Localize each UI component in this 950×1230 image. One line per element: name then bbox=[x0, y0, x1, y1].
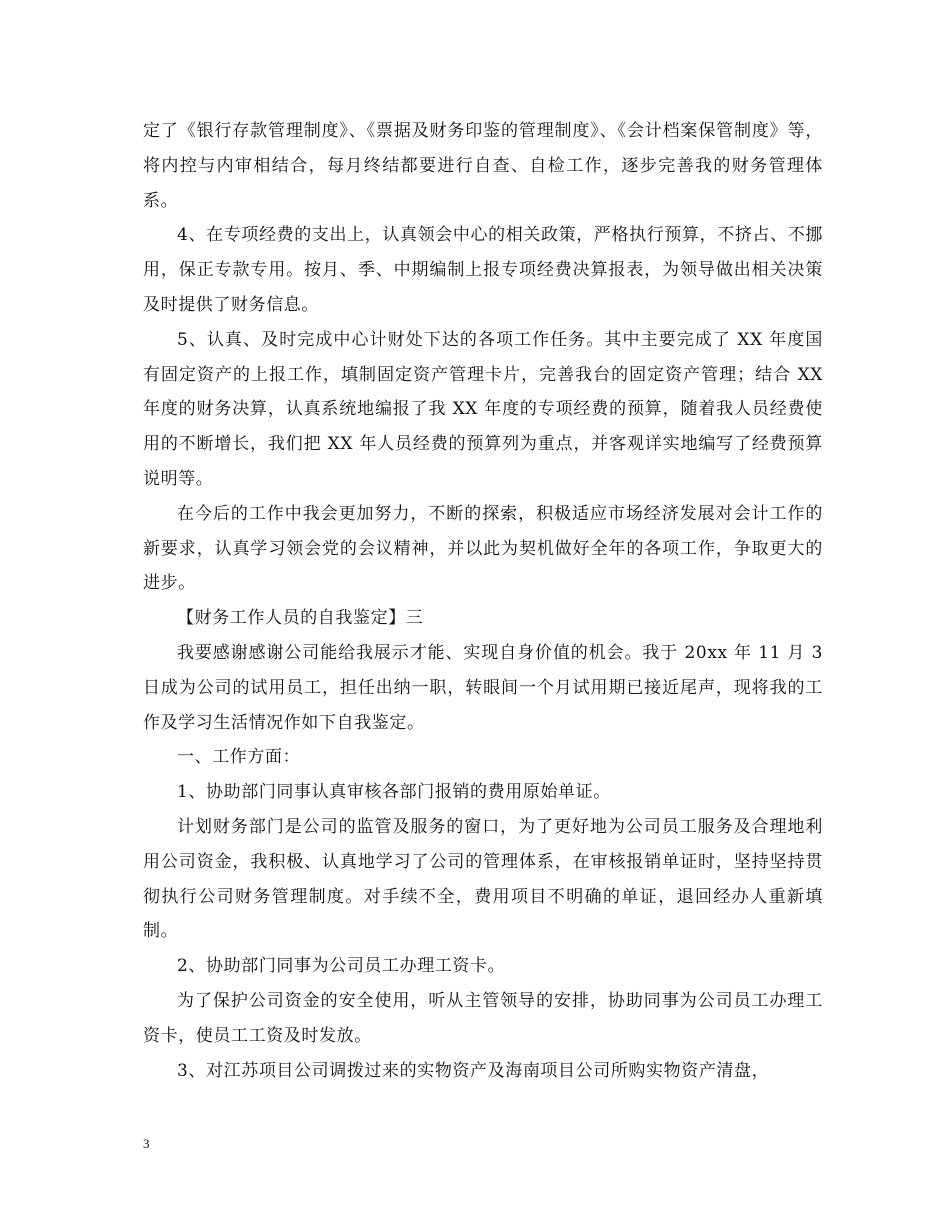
subheading-work: 一、工作方面： bbox=[177, 747, 301, 768]
item-2: 2、协助部门同事为公司员工办理工资卡。 bbox=[177, 956, 506, 977]
paragraph-11: 为了保护公司资金的安全使用，听从主管领导的安排，协助同事为公司员工办理工资卡，使员工工资及时发放。 bbox=[143, 990, 823, 1046]
item-1: 1、协助部门同事认真审核各部门报销的费用原始单证。 bbox=[177, 782, 611, 803]
paragraph-3: 5、认真、及时完成中心计财处下达的各项工作任务。其中主要完成了 XX 年度国有固定资产的上报工作，填制固定资产管理卡片，完善我台的固定资产管理；结合 XX 年度的财务决算，认真系统地编报了我 XX 年度的专项经费的预算，随着我人员经费使用的不断增长，我们把 XX 年人员经费的预算列为重点，并客观详实地编写了经费预算说明等。 bbox=[143, 329, 823, 489]
paragraph-2: 4、在专项经费的支出上，认真领会中心的相关政策，严格执行预算，不挤占、不挪用，保正专款专用。按月、季、中期编制上报专项经费决算报表，为领导做出相关决策及时提供了财务信息。 bbox=[143, 225, 823, 315]
paragraph-9: 计划财务部门是公司的监管及服务的窗口，为了更好地为公司员工服务及合理地利用公司资金，我积极、认真地学习了公司的管理体系，在审核报销单证时，坚持坚持贯彻执行公司财务管理制度。对手续不全，费用项目不明确的单证，退回经办人重新填制。 bbox=[143, 816, 823, 942]
paragraph-6: 我要感谢感谢公司能给我展示才能、实现自身价值的机会。我于 20xx 年 11 月 3 日成为公司的试用员工，担任出纳一职，转眼间一个月试用期已接近尾声，现将我的工作及学习生活情况作如下自我鉴定。 bbox=[143, 642, 823, 733]
page-number: 3 bbox=[143, 1136, 150, 1151]
section-heading: 【财务工作人员的自我鉴定】三 bbox=[177, 608, 424, 629]
item-3: 3、对江苏项目公司调拨过来的实物资产及海南项目公司所购实物资产清盘， bbox=[177, 1060, 770, 1081]
paragraph-1: 定了《银行存款管理制度》、《票据及财务印鉴的管理制度》、《会计档案保管制度》等，将内控与内审相结合，每月终结都要进行自查、自检工作，逐步完善我的财务管理体系。 bbox=[143, 121, 823, 211]
document-body bbox=[143, 114, 823, 1088]
paragraph-4: 在今后的工作中我会更加努力，不断的探索，积极适应市场经济发展对会计工作的新要求，认真学习领会党的会议精神，并以此为契机做好全年的各项工作，争取更大的进步。 bbox=[143, 503, 823, 594]
